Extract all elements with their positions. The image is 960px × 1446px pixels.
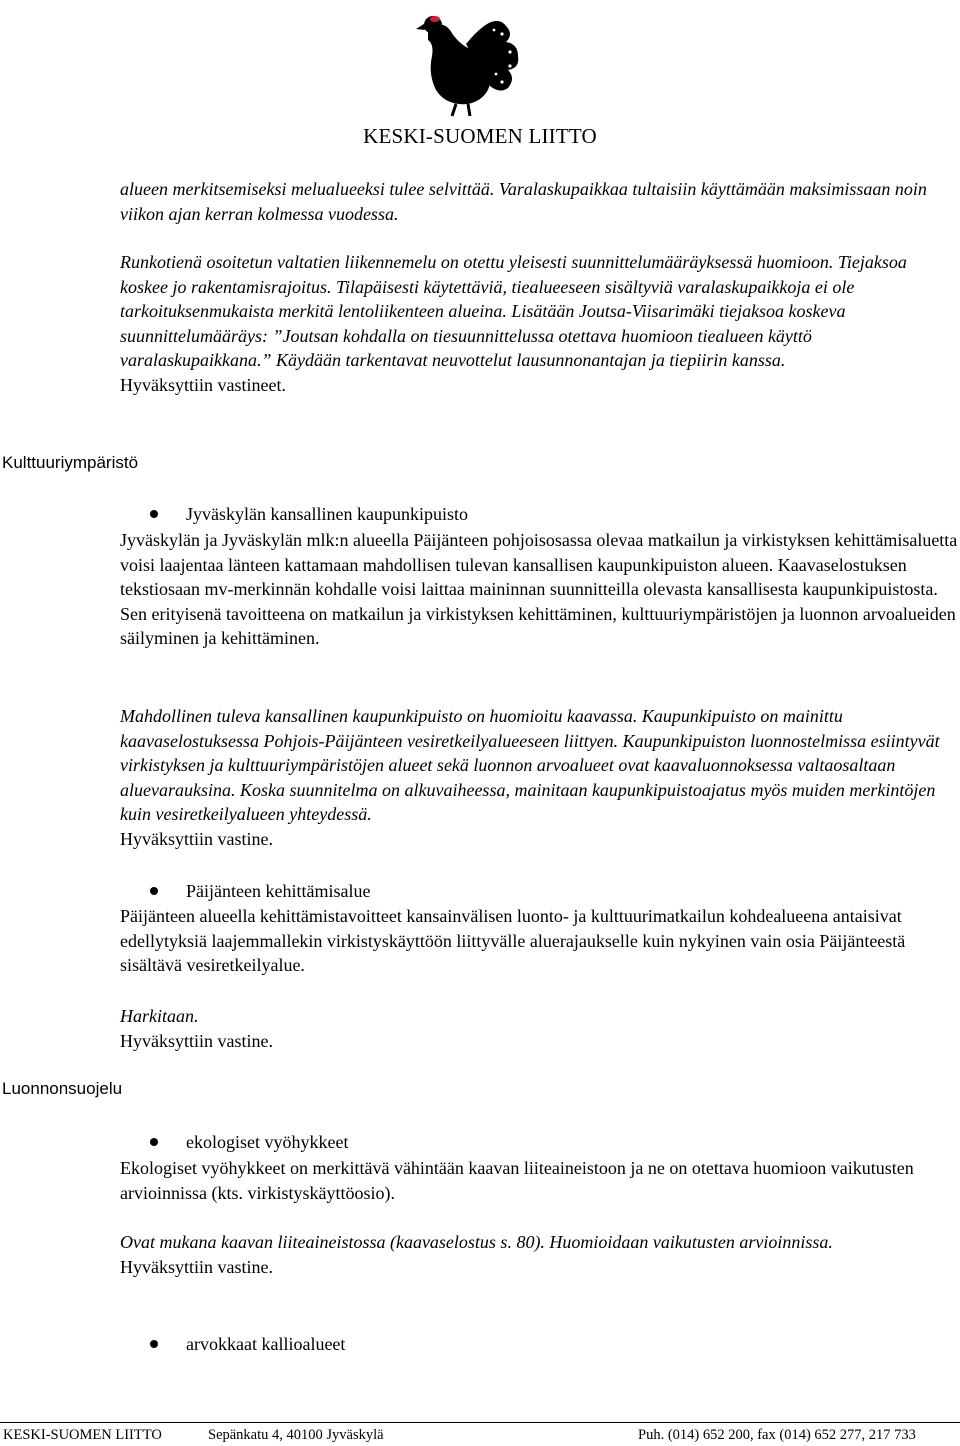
paragraph-8-text: Ovat mukana kaavan liiteaineistossa (kaavaselostus s. 80). Huomioidaan vaikutusten arvioinnissa. <box>120 1232 833 1252</box>
paragraph-6-text: Harkitaan. <box>120 1006 199 1026</box>
bullet-dot-icon <box>150 1138 158 1146</box>
paragraph-3: Jyväskylän ja Jyväskylän mlk:n alueella Päijänteen pohjoisosassa olevaa matkailun ja virkistyksen kehittämisaluetta voisi laajentaa länteen kattamaan mahdollisen tulevan kansallisen kaupunkipuiston alueen. Kaavaselostuksen tekstiosaan mv-merkinnän kohdalle voisi laittaa maininnan suunnitteilla olevasta kansallisesta kaupunkipuistosta. Sen erityisenä tavoitteena on matkailun ja virkistyksen kehittäminen, kulttuuriympäristöjen ja luonnon arvoalueiden säilyminen ja kehittäminen. <box>120 530 958 648</box>
bullet-item-4-label: arvokkaat kallioalueet <box>186 1334 346 1354</box>
capercaillie-logo-icon <box>406 4 524 118</box>
paragraph-4-text: Mahdollinen tuleva kansallinen kaupunkipuisto on huomioitu kaavassa. Kaupunkipuisto on mainittu kaavaselostuksessa Pohjois-Päijänteen vesiretkeilyalueeseen liittyen. Kaupunkipuiston luonnostelmissa esiintyvät virkistyksen ja kulttuuriympäristöjen alueet sekä luonnon arvoalueet ovat kaavaluonnoksessa valtaosaltaan aluevarauksina. Koska suunnitelma on alkuvaiheessa, mainitaan kaupunkipuistoajatus myös muiden merkintöjen kuin vesiretkeilyalueen yhteydessä. <box>120 706 940 824</box>
paragraph-6-accept: Hyväksyttiin vastine. <box>120 1030 273 1051</box>
bullet-item-3-label: ekologiset vyöhykkeet <box>186 1132 349 1152</box>
side-heading-luonnonsuojelu: Luonnonsuojelu <box>2 1079 123 1098</box>
bullet-dot-icon <box>150 887 158 895</box>
paragraph-2-text: Runkotienä osoitetun valtatien liikennemelu on otettu yleisesti suunnittelumääräyksessä huomioon. Tiejaksoa koskee jo rakentamisrajoitus. Tilapäisesti käytettäviä, tiealueeseen sisältyviä varalaskupaikkoja ei ole tarkoituksenmukaista merkitä lentoliikenteen alueina. Lisätään Joutsa-Viisarimäki tiejaksoa koskeva suunnittelumääräys: ”Joutsan kohdalla on tiesuunnittelussa otettava huomioon tiealueen käyttö varalaskupaikkana.” Käydään tarkentavat neuvottelut lausunnonantajan ja tiepiirin kanssa. <box>120 252 907 370</box>
paragraph-2-accept: Hyväksyttiin vastineet. <box>120 374 286 395</box>
paragraph-2 <box>120 250 958 397</box>
bullet-dot-icon <box>150 510 158 518</box>
bullet-item-1-label: Jyväskylän kansallinen kaupunkipuisto <box>186 504 468 524</box>
paragraph-4-accept: Hyväksyttiin vastine. <box>120 828 273 849</box>
footer-address: Sepänkatu 4, 40100 Jyväskylä <box>208 1427 384 1443</box>
footer-phone: Puh. (014) 652 200, fax (014) 652 277, 217 733 <box>638 1427 916 1443</box>
paragraph-5: Päijänteen alueella kehittämistavoitteet kansainvälisen luonto- ja kulttuurimatkailun kohdealueena antaisivat edellytyksiä laajemmallekin virkistyskäyttöön liittyvälle aluerajaukselle kuin nykyinen vain osia Päijänteestä sisältävä vesiretkeilyalue. <box>120 906 906 975</box>
footer-divider <box>0 1422 960 1423</box>
paragraph-4 <box>120 704 958 851</box>
paragraph-7: Ekologiset vyöhykkeet on merkittävä vähintään kaavan liiteaineistoon ja ne on otettava huomioon vaikutusten arvioinnissa (kts. virkistyskäyttöosio). <box>120 1158 914 1203</box>
footer-org: KESKI-SUOMEN LIITTO <box>3 1427 162 1443</box>
side-heading-kulttuuriymparisto: Kulttuuriympäristö <box>2 453 139 472</box>
bullet-item-2-label: Päijänteen kehittämisalue <box>186 881 371 901</box>
paragraph-8 <box>120 1230 958 1279</box>
org-name-header: KESKI-SUOMEN LIITTO <box>363 124 597 148</box>
paragraph-1: alueen merkitsemiseksi melualueeksi tulee selvittää. Varalaskupaikkaa tultaisiin käyttämään maksimissaan noin viikon ajan kerran kolmessa vuodessa. <box>120 179 927 224</box>
bullet-dot-icon <box>150 1340 158 1348</box>
paragraph-8-accept: Hyväksyttiin vastine. <box>120 1256 273 1277</box>
paragraph-6 <box>120 1004 958 1053</box>
